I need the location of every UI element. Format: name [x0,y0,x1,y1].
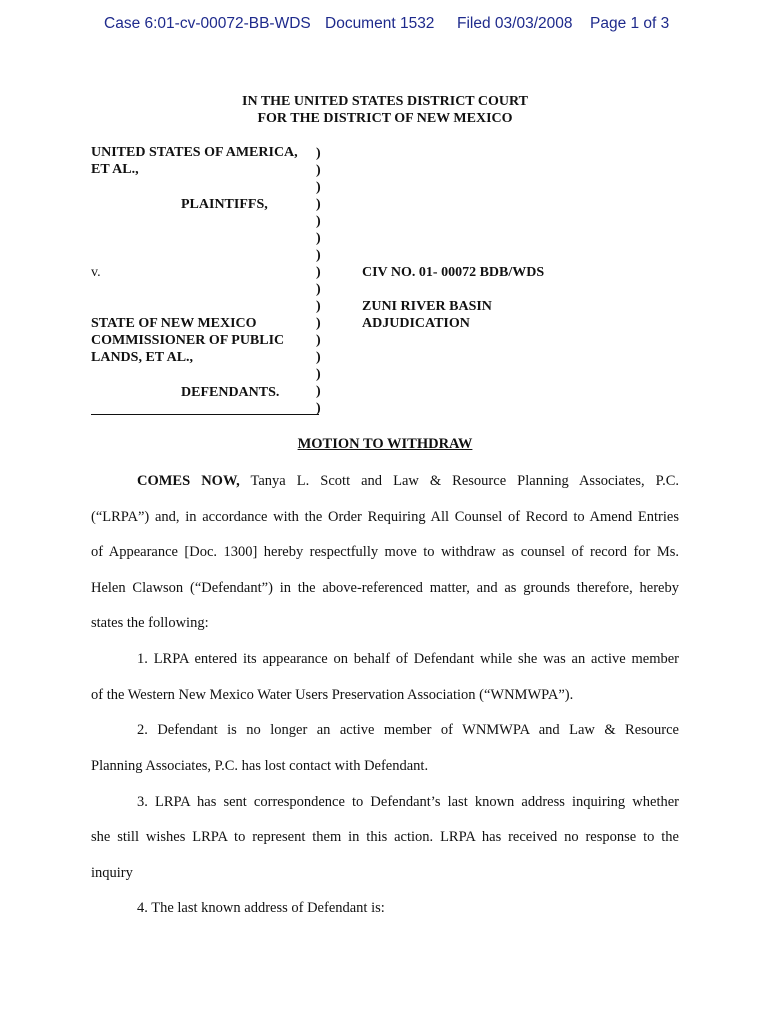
paragraph-4-line-1: 4. The last known address of Defendant is: [137,900,385,916]
defendants-label: DEFENDANTS. [181,385,280,400]
paren: ) [316,163,321,178]
paren: ) [316,214,321,229]
paren: ) [316,282,321,297]
paragraph-3-line-2: she still wishes LRPA to represent them in this action. LRPA has received no response to the [91,829,679,845]
matter-line-1: ZUNI RIVER BASIN [362,299,492,314]
page-indicator: Page 1 of 3 [590,15,670,32]
document-number: Document 1532 [325,15,435,32]
paren: ) [316,316,321,331]
case-number: Case 6:01-cv-00072-BB-WDS [104,15,311,32]
plaintiff-line-2: ET AL., [91,162,139,177]
paragraph-2-line-1: 2. Defendant is no longer an active member of WNMWPA and Law & Resource [137,722,679,738]
plaintiff-line-1: UNITED STATES OF AMERICA, [91,145,298,160]
paren: ) [316,384,321,399]
paren: ) [316,350,321,365]
motion-title: MOTION TO WITHDRAW [297,436,473,452]
intro-line-5: states the following: [91,615,209,631]
paren: ) [316,146,321,161]
paragraph-1-line-1: 1. LRPA entered its appearance on behalf of Defendant while she was an active member [137,651,679,667]
paragraph-1-line-2: of the Western New Mexico Water Users Preservation Association (“WNMWPA”). [91,687,574,703]
civil-case-number: CIV NO. 01- 00072 BDB/WDS [362,265,545,280]
defendant-line-1: STATE OF NEW MEXICO [91,316,257,331]
intro-line-4: Helen Clawson (“Defendant”) in the above-referenced matter, and as grounds therefore, hereby [91,580,679,596]
matter-line-2: ADJUDICATION [362,316,470,331]
paren: ) [316,265,321,280]
intro-text: Tanya L. Scott and Law & Resource Planning Associates, P.C. [250,473,679,489]
paren: ) [316,367,321,382]
intro-line-3: of Appearance [Doc. 1300] hereby respectfully move to withdraw as counsel of record for Ms. [91,544,679,560]
court-line-1: IN THE UNITED STATES DISTRICT COURT [242,94,528,109]
paragraph-2-line-2: Planning Associates, P.C. has lost contact with Defendant. [91,758,429,774]
paragraph-3-line-3: inquiry [91,865,133,881]
paren: ) [316,197,321,212]
versus: v. [91,265,101,280]
intro-bold: COMES NOW, [137,473,240,489]
plaintiffs-label: PLAINTIFFS, [181,197,268,212]
paren: ) [316,248,321,263]
paren: ) [316,299,321,314]
court-line-2: FOR THE DISTRICT OF NEW MEXICO [257,111,513,126]
defendant-line-2: COMMISSIONER OF PUBLIC [91,333,285,348]
caption-parentheses [316,145,321,417]
defendant-line-3: LANDS, ET AL., [91,350,194,365]
intro-line-2: (“LRPA”) and, in accordance with the Order Requiring All Counsel of Record to Amend Entries [91,509,679,525]
filed-date: Filed 03/03/2008 [457,15,573,32]
court-title [0,93,770,127]
paren: ) [316,180,321,195]
caption-rule [91,414,319,415]
paragraph-3-line-1: 3. LRPA has sent correspondence to Defendant’s last known address inquiring whether [137,794,679,810]
intro-line-1 [137,473,679,490]
paren: ) [316,333,321,348]
paren: ) [316,231,321,246]
paren: ) [316,401,321,416]
